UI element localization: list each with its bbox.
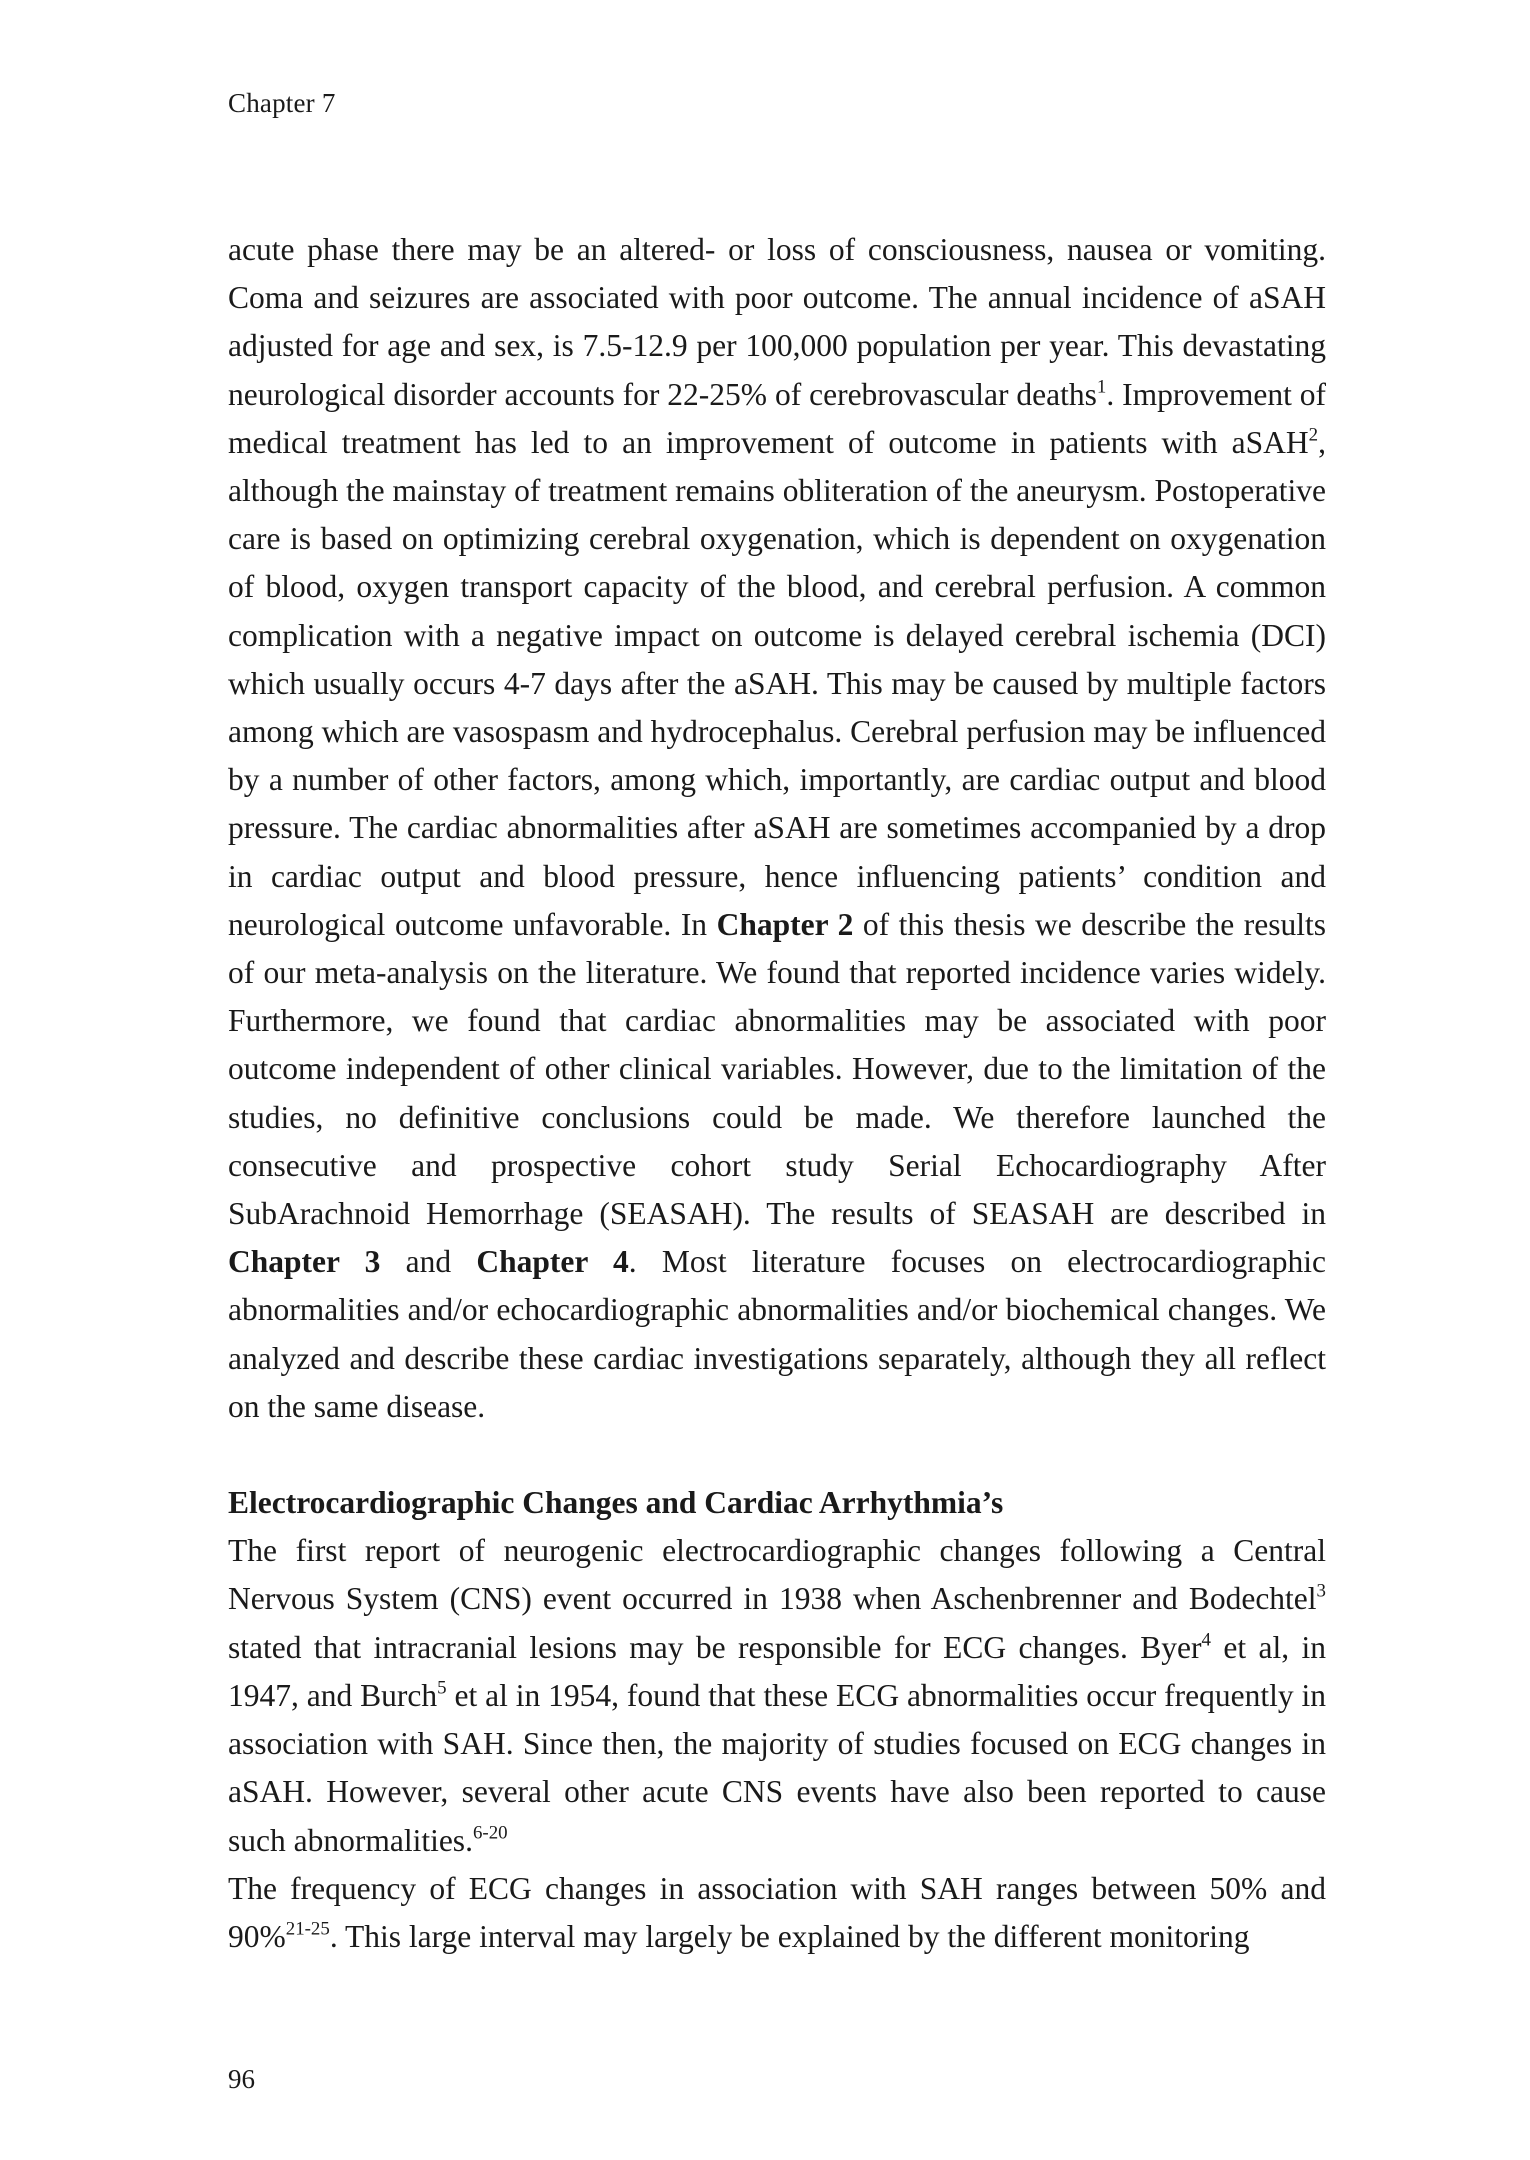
text-span: of this thesis we describe the results of our meta-analysis on the literature. We found that reported incidence varies widely. Furthermore, we found that cardiac abnormalities may be associated with poor outcome independent of other clinical variables. However, due to the limitation of the studies, no definitive conclusions could be made. We therefore launched the consecutive and prospective cohort study Serial Echocardiography After SubArachnoid Hemorrhage (SEASAH). The results of SEASAH are described in [228,906,1327,1232]
text-span: The frequency of ECG changes in association with SAH ranges between 50% and 90% [228,1870,1326,1954]
paragraph-gap [228,1431,1326,1479]
text-span: , although the mainstay of treatment remains obliteration of the aneurysm. Postoperative care is based on optimizing cerebral oxygenation, which is dependent on oxygenation of blood, oxygen transport capacity of the blood, and cerebral perfusion. A common complication with a negative impact on outcome is delayed cerebral ischemia (DCI) which usually occurs 4-7 days after the aSAH. This may be caused by multiple factors among which are vasospasm and hydrocephalus. Cerebral perfusion may be influenced by a number of other factors, among which, importantly, are cardiac output and blood pressure. The cardiac abnormalities after aSAH are sometimes accompanied by a drop in cardiac output and blood pressure, hence influencing patients’ condition and neurological outcome unfavorable. In [228,424,1326,942]
body-text [228,226,1326,1961]
text-span: acute phase there may be an altered- or loss of consciousness, nausea or vomiting. Coma and seizures are associated with poor outcome. The annual incidence of aSAH adjusted for age and sex, is 7.5-12.9 per 100,000 population per year. This devastating neurological disorder accounts for 22-25% of cerebrovascular deaths [228,232,1326,412]
text-span: . Improvement of medical treatment has led to an improvement of outcome in patients with aSAH [228,376,1327,460]
citation-superscript: 6-20 [472,1822,508,1844]
citation-superscript: 21-25 [285,1918,330,1940]
chapter-reference: Chapter 3 [228,1244,381,1280]
text-span: and [380,1244,477,1280]
citation-superscript: 1 [1096,376,1107,398]
text-span: . This large interval may largely be explained by the different monitoring [329,1918,1250,1954]
text-span: et al, in 1947, and Burch [228,1629,1326,1713]
text-span: stated that intracranial lesions may be responsible for ECG changes. Byer [228,1629,1202,1665]
chapter-reference: Chapter 2 [716,906,854,942]
chapter-reference: Chapter 4 [476,1244,629,1280]
running-header: Chapter 7 [228,88,336,118]
citation-superscript: 3 [1316,1581,1326,1603]
paragraph-3 [228,1865,1326,1961]
paragraph-2 [228,1527,1326,1864]
page-number: 96 [228,2064,255,2094]
section-heading: Electrocardiographic Changes and Cardiac Arrhythmia’s [228,1485,1004,1521]
text-span: . Most literature focuses on electrocardiographic abnormalities and/or echocardiographic abnormalities and/or biochemical changes. We analyzed and describe these cardiac investigations separately, although they all reflect on the same disease. [228,1244,1327,1424]
citation-superscript: 4 [1201,1629,1211,1651]
text-span: et al in 1954, found that these ECG abnormalities occur frequently in association with SAH. Since then, the majority of studies focused on ECG changes in aSAH. However, several other acute CNS events have also been reported to cause such abnormalities. [228,1677,1327,1858]
text-span: The first report of neurogenic electrocardiographic changes following a Central Nervous System (CNS) event occurred in 1938 when Aschenbrenner and Bodechtel [228,1533,1326,1617]
citation-superscript: 5 [437,1677,447,1699]
citation-superscript: 2 [1308,424,1319,446]
paragraph-1 [228,226,1326,1431]
